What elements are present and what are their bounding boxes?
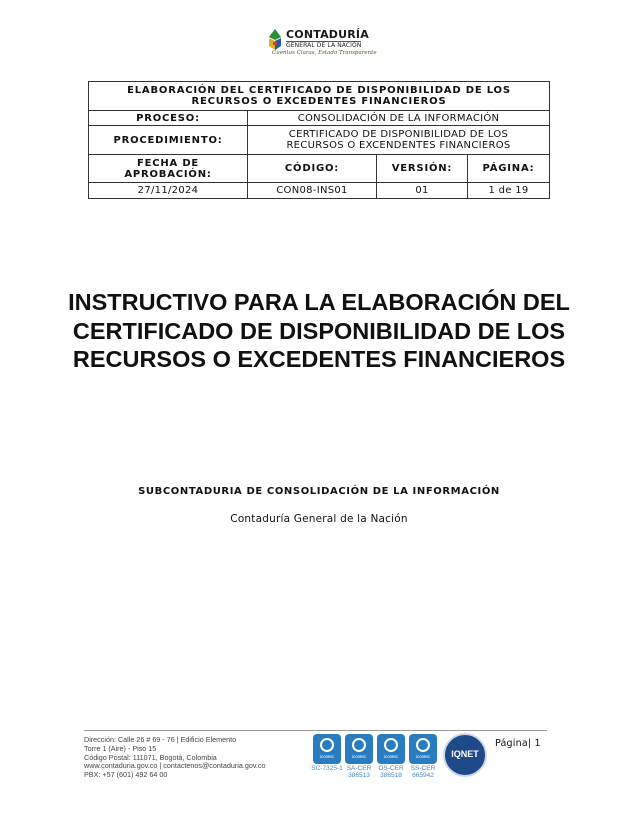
contaduria-logo (268, 28, 378, 60)
page-number: Página| 1 (495, 738, 541, 749)
version-label: VERSIÓN: (377, 155, 468, 183)
proceso-label: PROCESO: (89, 111, 248, 126)
pagina-label: PÁGINA: (468, 155, 550, 183)
iqnet-certification-icon: IQNET (443, 733, 487, 777)
address-line: PBX: +57 (601) 492 64 00 (84, 770, 168, 780)
icontec-certification-icon: icontec (409, 734, 437, 764)
version-value: 01 (377, 183, 468, 199)
doc-title-cell: ELABORACIÓN DEL CERTIFICADO DE DISPONIBILIDAD DE LOS RECURSOS O EXCEDENTES FINANCIEROS (89, 82, 550, 111)
fecha-aprobacion-value: 27/11/2024 (89, 183, 248, 199)
document-header-table (88, 81, 550, 199)
pagina-value: 1 de 19 (468, 183, 550, 199)
icontec-certification-icon: icontec (345, 734, 373, 764)
address-line: www.contaduria.gov.co | contactenos@contaduria.gov.co (84, 761, 266, 771)
document-title: INSTRUCTIVO PARA LA ELABORACIÓN DEL CERTIFICADO DE DISPONIBILIDAD DE LOS RECURSOS O EXCEDENTES FINANCIEROS (68, 289, 570, 372)
certification-code: SS-CER 665942 (410, 765, 436, 779)
procedimiento-label: PROCEDIMIENTO: (89, 126, 248, 155)
fecha-aprobacion-label: FECHA DE APROBACIÓN: (89, 155, 248, 183)
codigo-value: CON08-INS01 (248, 183, 377, 199)
certification-code: SA-CER 386513 (346, 765, 372, 779)
certification-code: SC-7325-1 (311, 765, 343, 772)
proceso-value: CONSOLIDACIÓN DE LA INFORMACIÓN (248, 111, 550, 126)
organization-name: Contaduría General de la Nación (230, 513, 408, 525)
procedimiento-value: CERTIFICADO DE DISPONIBILIDAD DE LOS RECURSOS O EXCENDENTES FINANCIEROS (248, 126, 550, 155)
codigo-label: CÓDIGO: (248, 155, 377, 183)
logo-emblem-icon (268, 29, 282, 51)
logo-name: CONTADURÍA (286, 28, 369, 41)
address-line: Código Postal: 111071, Bogotá, Colombia (84, 752, 217, 762)
certification-code: OS-CER 386518 (378, 765, 404, 779)
address-line: Torre 1 (Aire) - Piso 15 (84, 743, 157, 753)
footer-address (84, 736, 304, 780)
document-subtitle: SUBCONTADURIA DE CONSOLIDACIÓN DE LA INFORMACIÓN (138, 486, 500, 497)
icontec-certification-icon: icontec (313, 734, 341, 764)
icontec-certification-icon: icontec (377, 734, 405, 764)
logo-subtitle: GENERAL DE LA NACIÓN (286, 42, 362, 49)
footer-divider (84, 730, 547, 731)
logo-tagline: Cuentas Claras, Estado Transparente (272, 50, 377, 56)
address-line: Dirección: Calle 26 # 69 - 76 | Edificio Elemento (84, 735, 237, 744)
